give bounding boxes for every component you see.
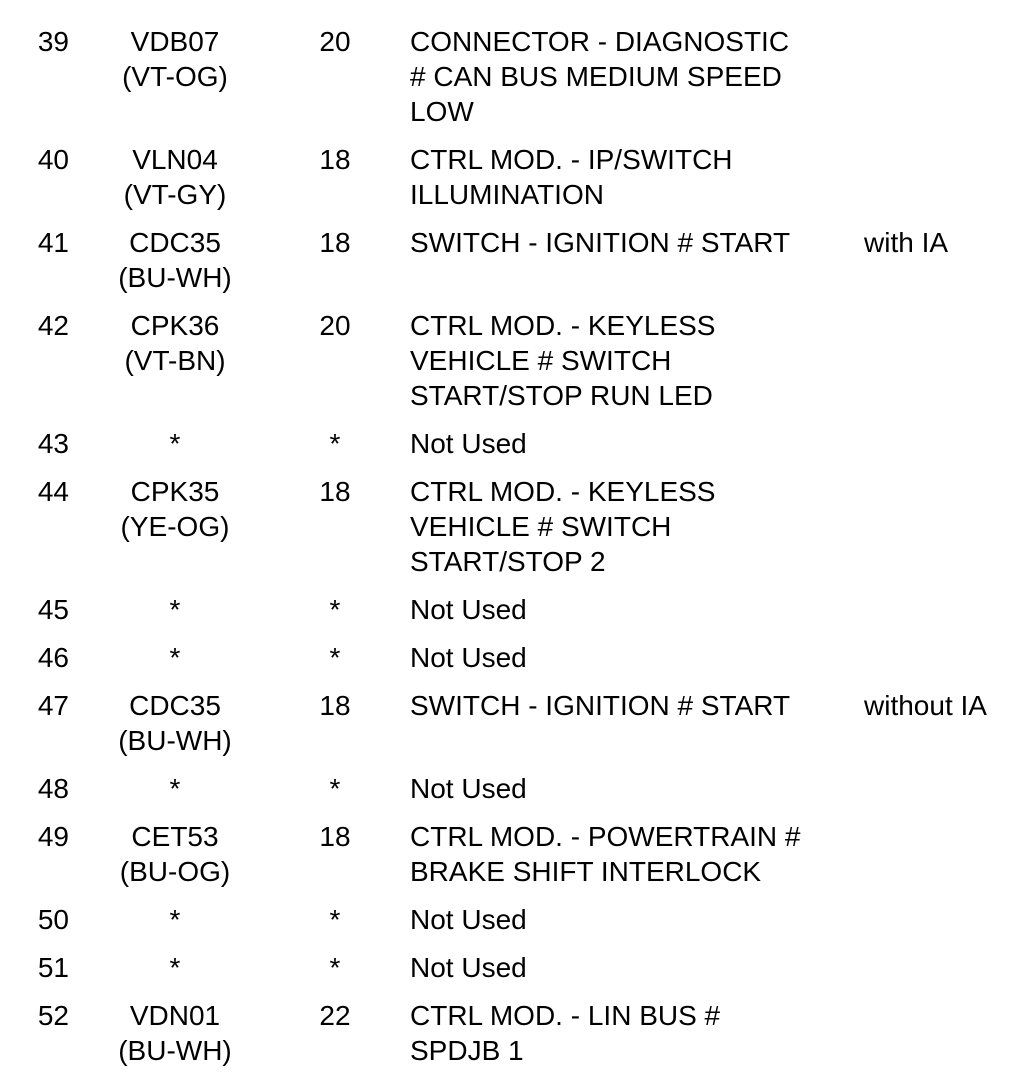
wire-gauge: 20 — [319, 310, 351, 341]
pin-number-cell — [0, 998, 70, 1033]
function-line: # CAN BUS MEDIUM SPEED — [410, 61, 782, 92]
pin-number: 40 — [37, 144, 69, 175]
pin-number-cell — [0, 771, 70, 806]
table-row — [0, 640, 1026, 688]
circuit-cell — [100, 902, 250, 937]
circuit-id: CPK36 — [130, 310, 220, 341]
circuit-cell — [100, 640, 250, 675]
table-row — [0, 426, 1026, 474]
wire-gauge: 22 — [319, 1000, 351, 1031]
function-line: CTRL MOD. - LIN BUS # — [410, 1000, 721, 1031]
table-row — [0, 771, 1026, 819]
wire-color: (BU-WH) — [118, 725, 232, 756]
circuit-id: * — [169, 773, 181, 804]
gauge-cell — [300, 24, 370, 59]
pin-number-cell — [0, 225, 70, 260]
wire-gauge: 18 — [319, 690, 351, 721]
function-cell — [410, 640, 860, 675]
function-line: SWITCH - IGNITION # START — [410, 690, 791, 721]
wire-gauge: 18 — [319, 476, 351, 507]
function-line: CTRL MOD. - IP/SWITCH — [410, 144, 733, 175]
function-line: Not Used — [410, 773, 527, 804]
pin-number: 39 — [37, 26, 69, 57]
pin-number: 48 — [37, 773, 69, 804]
pin-number-cell — [0, 640, 70, 675]
circuit-cell — [100, 950, 250, 985]
wire-gauge: * — [329, 773, 341, 804]
wire-color: (BU-OG) — [119, 856, 231, 887]
pin-number: 49 — [37, 821, 69, 852]
pin-number: 52 — [37, 1000, 69, 1031]
pin-number-cell — [0, 474, 70, 509]
function-cell — [410, 474, 860, 579]
pin-number: 44 — [37, 476, 69, 507]
function-cell — [410, 592, 860, 627]
circuit-id: VDN01 — [129, 1000, 221, 1031]
gauge-cell — [300, 426, 370, 461]
gauge-cell — [300, 902, 370, 937]
gauge-cell — [300, 592, 370, 627]
circuit-cell — [100, 426, 250, 461]
gauge-cell — [300, 225, 370, 260]
circuit-cell — [100, 819, 250, 889]
function-line: Not Used — [410, 904, 527, 935]
circuit-id: VDB07 — [130, 26, 220, 57]
function-cell — [410, 688, 860, 723]
wire-gauge: 18 — [319, 144, 351, 175]
function-cell — [410, 950, 860, 985]
function-line: START/STOP RUN LED — [410, 380, 713, 411]
function-line: START/STOP 2 — [410, 546, 606, 577]
function-line: LOW — [410, 96, 474, 127]
circuit-cell — [100, 225, 250, 295]
gauge-cell — [300, 640, 370, 675]
function-line: SWITCH - IGNITION # START — [410, 227, 791, 258]
gauge-cell — [300, 950, 370, 985]
gauge-cell — [300, 142, 370, 177]
gauge-cell — [300, 998, 370, 1033]
wire-gauge: * — [329, 904, 341, 935]
function-line: CTRL MOD. - KEYLESS — [410, 476, 716, 507]
wire-color: (VT-OG) — [122, 61, 228, 92]
function-line: Not Used — [410, 594, 527, 625]
circuit-id: VLN04 — [132, 144, 218, 175]
option-note-cell — [864, 225, 948, 260]
pin-number-cell — [0, 902, 70, 937]
function-line: BRAKE SHIFT INTERLOCK — [410, 856, 762, 887]
pin-number-cell — [0, 308, 70, 343]
pin-number: 47 — [37, 690, 69, 721]
function-line: VEHICLE # SWITCH — [410, 345, 672, 376]
pin-number-cell — [0, 819, 70, 854]
wire-gauge: * — [329, 952, 341, 983]
function-line: Not Used — [410, 952, 527, 983]
circuit-id: CPK35 — [130, 476, 220, 507]
function-line: SPDJB 1 — [410, 1035, 524, 1066]
wire-color: (BU-WH) — [118, 1035, 232, 1066]
wire-gauge: 18 — [319, 821, 351, 852]
circuit-cell — [100, 24, 250, 94]
circuit-id: * — [169, 952, 181, 983]
table-row — [0, 819, 1026, 902]
function-cell — [410, 308, 860, 413]
circuit-cell — [100, 308, 250, 378]
pin-number: 42 — [37, 310, 69, 341]
function-cell — [410, 426, 860, 461]
pin-number-cell — [0, 24, 70, 59]
function-cell — [410, 24, 860, 129]
circuit-id: * — [169, 642, 181, 673]
gauge-cell — [300, 688, 370, 723]
pin-number: 41 — [37, 227, 69, 258]
function-cell — [410, 902, 860, 937]
pin-number: 45 — [37, 594, 69, 625]
circuit-id: * — [169, 428, 181, 459]
wire-color: (YE-OG) — [120, 511, 230, 542]
pin-number-cell — [0, 592, 70, 627]
gauge-cell — [300, 474, 370, 509]
wire-color: (VT-GY) — [123, 179, 227, 210]
pin-number: 46 — [37, 642, 69, 673]
option-note-cell — [864, 688, 987, 723]
wire-gauge: 18 — [319, 227, 351, 258]
pin-number: 43 — [37, 428, 69, 459]
table-row — [0, 142, 1026, 225]
gauge-cell — [300, 819, 370, 854]
table-row — [0, 474, 1026, 592]
function-line: ILLUMINATION — [410, 179, 604, 210]
pin-number-cell — [0, 688, 70, 723]
circuit-cell — [100, 998, 250, 1068]
option-note: with IA — [864, 227, 949, 258]
function-cell — [410, 771, 860, 806]
pin-number-cell — [0, 426, 70, 461]
function-line: VEHICLE # SWITCH — [410, 511, 672, 542]
circuit-id: CET53 — [131, 821, 219, 852]
table-row — [0, 308, 1026, 426]
table-row — [0, 592, 1026, 640]
circuit-id: CDC35 — [129, 690, 221, 721]
circuit-id: CDC35 — [129, 227, 221, 258]
function-line: CTRL MOD. - KEYLESS — [410, 310, 716, 341]
function-line: Not Used — [410, 428, 527, 459]
circuit-id: * — [169, 904, 181, 935]
function-line: Not Used — [410, 642, 527, 673]
gauge-cell — [300, 771, 370, 806]
circuit-cell — [100, 771, 250, 806]
function-cell — [410, 998, 860, 1068]
table-row — [0, 902, 1026, 950]
circuit-cell — [100, 592, 250, 627]
circuit-cell — [100, 688, 250, 758]
wire-gauge: * — [329, 642, 341, 673]
circuit-cell — [100, 474, 250, 544]
table-row — [0, 950, 1026, 998]
pin-number: 50 — [37, 904, 69, 935]
option-note: without IA — [864, 690, 987, 721]
function-cell — [410, 819, 860, 889]
pin-number: 51 — [37, 952, 69, 983]
pin-table — [0, 24, 1026, 1081]
wire-gauge: * — [329, 594, 341, 625]
function-cell — [410, 225, 860, 260]
circuit-id: * — [169, 594, 181, 625]
table-row — [0, 225, 1026, 308]
table-row — [0, 998, 1026, 1081]
pin-number-cell — [0, 142, 70, 177]
function-line: CONNECTOR - DIAGNOSTIC — [410, 26, 790, 57]
wire-color: (VT-BN) — [124, 345, 226, 376]
gauge-cell — [300, 308, 370, 343]
function-cell — [410, 142, 860, 212]
circuit-cell — [100, 142, 250, 212]
wire-gauge: 20 — [319, 26, 351, 57]
pin-number-cell — [0, 950, 70, 985]
wire-color: (BU-WH) — [118, 262, 232, 293]
wire-gauge: * — [329, 428, 341, 459]
table-row — [0, 24, 1026, 142]
function-line: CTRL MOD. - POWERTRAIN # — [410, 821, 801, 852]
table-row — [0, 688, 1026, 771]
